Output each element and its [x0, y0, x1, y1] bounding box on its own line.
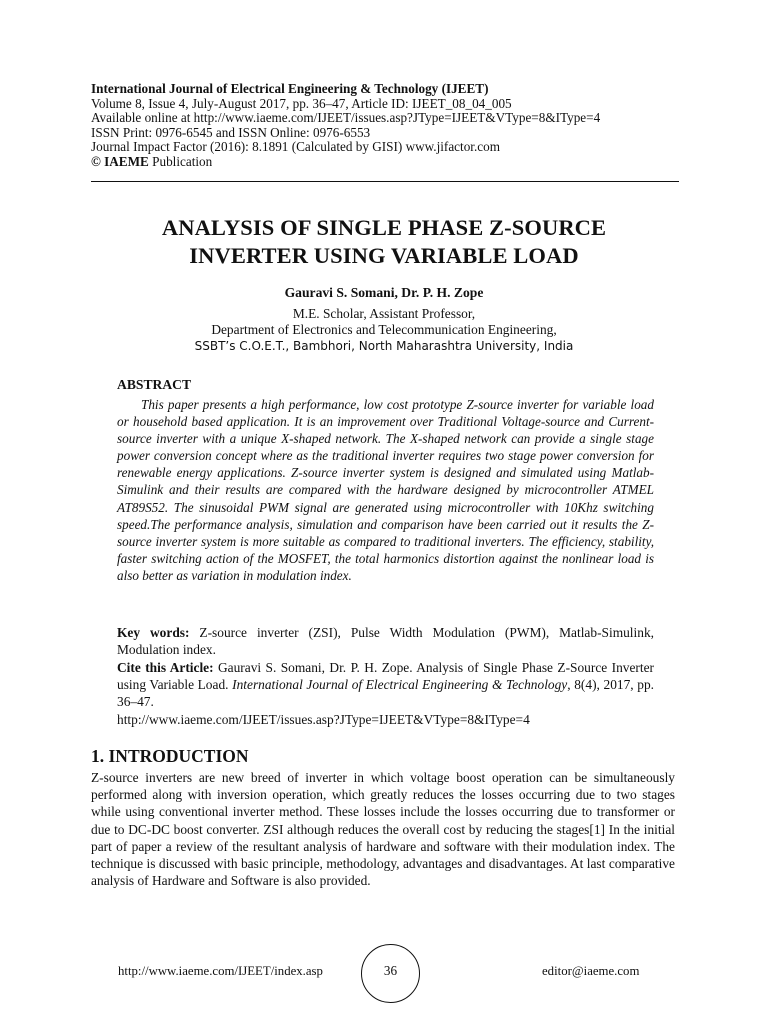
- affiliation-line-2: Department of Electronics and Telecommunication Engineering,: [211, 322, 557, 337]
- paper-title: [84, 214, 684, 270]
- citation-url[interactable]: http://www.iaeme.com/IJEET/issues.asp?JType=IJEET&VType=8&IType=4: [117, 711, 530, 727]
- introduction-heading: 1. INTRODUCTION: [91, 746, 249, 766]
- publisher-suffix: Publication: [148, 153, 213, 169]
- citation-journal: International Journal of Electrical Engineering & Technology: [232, 677, 568, 693]
- impact-factor-line: Journal Impact Factor (2016): 8.1891 (Calculated by GISI) www.jifactor.com: [91, 139, 500, 155]
- publisher-line: [91, 155, 679, 170]
- publisher-name: © IAEME: [91, 153, 149, 169]
- issn-line: ISSN Print: 0976-6545 and ISSN Online: 0976-6553: [91, 124, 371, 140]
- page-number: 36: [383, 963, 398, 978]
- journal-name: International Journal of Electrical Engineering & Technology (IJEET): [91, 81, 489, 96]
- abstract-heading: ABSTRACT: [117, 377, 192, 392]
- abstract-body: This paper presents a high performance, low cost prototype Z-source inverter for variable load or household based application. It is an improvement over Traditional Voltage-source and Current-source inverter with a unique X-shaped network. The X-shaped network can provide a single stage power conversion concept where as the traditional inverter requires two stage power conversion for renewable energy applications. Z-source inverter system is designed and simulated using Matlab-Simulink and their results are compared with the hardware designed by microcontroller ATMEL AT89S52. The sinusoidal PWM signal are generated using microcontroller with 10Khz switching speed.The performance analysis, simulation and comparison have been carried out it results the Z-source inverter system is more suitable as compared to traditional inverters. The efficiency, stability, faster switching action of the MOSFET, the total harmonics distortion against the nonlinear load is also better as variation in modulation index.: [117, 397, 654, 583]
- footer-email[interactable]: editor@iaeme.com: [542, 964, 640, 978]
- paper-authors: Gauravi S. Somani, Dr. P. H. Zope: [284, 285, 484, 300]
- citation: [117, 659, 654, 728]
- title-line-1: ANALYSIS OF SINGLE PHASE Z-SOURCE: [161, 215, 607, 240]
- header-divider: [91, 181, 679, 182]
- volume-line: Volume 8, Issue 4, July-August 2017, pp. 36–47, Article ID: IJEET_08_04_005: [91, 95, 512, 111]
- citation-label: Cite this Article:: [117, 660, 214, 675]
- keywords-text: Z-source inverter (ZSI), Pulse Width Modulation (PWM), Matlab-Simulink, Modulation index.: [117, 625, 654, 657]
- available-online-line: Available online at http://www.iaeme.com/IJEET/issues.asp?JType=IJEET&VType=8&IType=4: [91, 110, 601, 126]
- journal-header: [91, 82, 679, 170]
- citation-text: Gauravi S. Somani, Dr. P. H. Zope. Analysis of Single Phase Z-Source Inverter using Variable Load.: [117, 660, 654, 693]
- title-line-2: INVERTER USING VARIABLE LOAD: [189, 243, 579, 268]
- keywords-label: Key words:: [117, 625, 190, 640]
- footer-url[interactable]: http://www.iaeme.com/IJEET/index.asp: [118, 964, 323, 978]
- citation-details: , 8(4), 2017, pp. 36–47.: [117, 677, 655, 710]
- affiliation-line-1: M.E. Scholar, Assistant Professor,: [292, 306, 476, 321]
- keywords: [117, 624, 654, 658]
- affiliation-line-3: SSBT’s C.O.E.T., Bambhori, North Maharashtra University, India: [194, 339, 574, 353]
- introduction-body: Z-source inverters are new breed of inverter in which voltage boost operation can be simultaneously performed along with inversion operation, which greatly reduces the losses occurring due to two stages while using conventional inverter method. These losses include the losses occurring due to transformer or due to DC-DC boost converter. ZSI although reduces the overall cost by reducing the stages[1] In the initial part of paper a review of the resultant analysis of hardware and software with their modulation index. The technique is discussed with basic principle, methodology, advantages and disadvantages. At last comparative analysis of Hardware and Software is also provided.: [91, 770, 675, 889]
